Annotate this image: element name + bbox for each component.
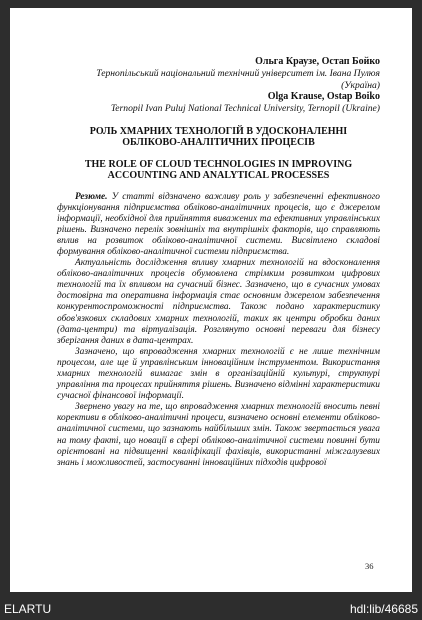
document-page xyxy=(10,8,412,592)
abstract-paragraph xyxy=(57,192,380,259)
title-ua-line2: ОБЛІКОВО-АНАЛІТИЧНИХ ПРОЦЕСІВ xyxy=(122,137,315,148)
footer-bar xyxy=(0,598,422,620)
footer-handle: hdl:lib/46685 xyxy=(349,602,418,616)
page-number: 36 xyxy=(365,561,374,571)
abstract-text: У статті відзначено важливу роль у забезпеченні ефективного функціонування підприємства обліково-аналітичних процесів, що є джерелом інформації, необхідної для прийняття виважених та ефективних управлінських рішень. Визначено перелік зовнішніх та внутрішніх факторів, що справляють вплив на розвиток обліково-аналітичної системи. Висвітлено складові формування обліково-аналітичної системи підприємства. xyxy=(57,191,380,257)
body-paragraph-2: Зазначено, що впровадження хмарних технологій є не лише технічним процесом, але ще й управлінським інноваційним інструментом. Використання хмарних технологій вимагає змін в організаційній культурі, структурі управління та процесах прийняття рішень. Визначено відмінні характеристики сучасної фінансової інформації. xyxy=(57,346,380,402)
body-paragraph-1: Актуальність дослідження впливу хмарних технологій на вдосконалення обліково-аналітичних процесів обумовлена стрімким розвитком цифрових технологій та їх впливом на сучасний бізнес. Зазначено, що в сучасних умовах достовірна та оперативна інформація стає основним джерелом забезпечення конкурентоспроможності підприємства. Також подано характеристику обов'язкових складових хмарних технологій, таких як центри обробки даних (дата-центри) та віртуалізація. Розглянуто основні переваги для бізнесу зберігання даних в дата-центрах. xyxy=(57,258,380,346)
authors-ua: Ольга Краузе, Остап Бойко xyxy=(255,56,380,67)
authors-en: Olga Krause, Ostap Boiko xyxy=(267,91,380,102)
title-en-line2: ACCOUNTING AND ANALYTICAL PROCESSES xyxy=(107,170,330,181)
title-ua-line1: РОЛЬ ХМАРНИХ ТЕХНОЛОГІЙ В УДОСКОНАЛЕННІ xyxy=(89,125,348,137)
page-content xyxy=(57,56,380,469)
body-paragraph-3: Звернено увагу на те, що впровадження хмарних технологій вносить певні корективи в обліково-аналітичні процеси, визначено основні елементи обліково-аналітичної системи, що зазнають найбільших змін. Також звертається увага на тому факті, що новації в сфері обліково-аналітичної системи повинні бути орієнтовані на підвищенні кваліфікації фахівців, використанні міжгалузевих знань і можливостей, застосуванні інноваційних підходів цифрової xyxy=(57,402,380,468)
affiliation-en: Ternopil Ivan Puluj National Technical University, Ternopil (Ukraine) xyxy=(110,103,380,114)
affiliation-ua-line2: (Україна) xyxy=(341,79,380,91)
affiliation-ua-line1: Тернопільський національний технічний університет ім. Івана Пулюя xyxy=(96,68,380,79)
title-en-line1: THE ROLE OF CLOUD TECHNOLOGIES IN IMPROVING xyxy=(84,158,353,170)
footer-repository-name: ELARTU xyxy=(4,602,52,616)
abstract-label: Резюме. xyxy=(75,191,108,202)
